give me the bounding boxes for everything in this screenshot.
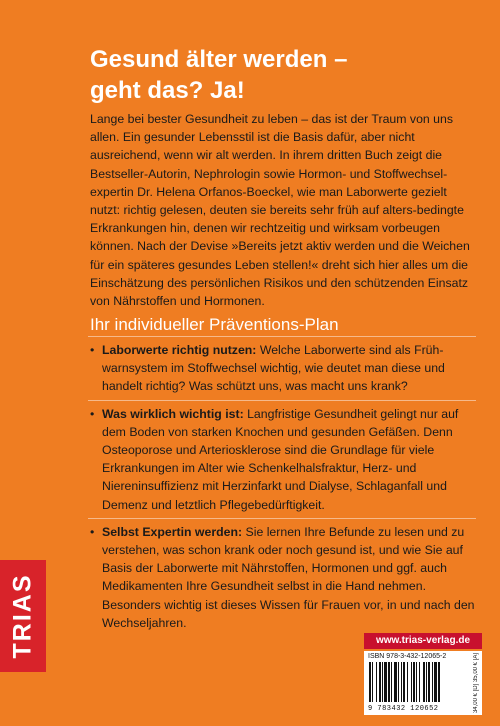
bullet-list xyxy=(88,336,476,636)
barcode-panel xyxy=(364,651,482,715)
isbn-text: ISBN 978-3-432-12065-2 xyxy=(368,653,447,660)
bullet-icon: • xyxy=(90,343,95,357)
list-item xyxy=(88,400,476,518)
bullet-body xyxy=(88,405,476,514)
list-item xyxy=(88,518,476,636)
barcode-digits: 9 783432 120652 xyxy=(368,705,439,713)
list-item xyxy=(88,336,476,400)
bullet-body xyxy=(88,341,476,396)
section-title: Ihr individueller Präventions-Plan xyxy=(90,315,339,334)
publisher-url[interactable]: www.trias-verlag.de xyxy=(364,633,482,649)
bullet-text: Sie lernen Ihre Befunde zu lesen und zu verstehen, was schon krank oder noch gesund ist, und wie Sie auf Basis der Laborwerte mit Nährstoffen, Hormonen und ggf. auch Medikamenten Ihre Gesundheit selbst in die Hand nehmen. Besonders wichtig ist dieses Wissen für Frauen vor, in und nach den Wechseljahren. xyxy=(102,524,475,630)
bullet-lead: Laborwerte richtig nutzen: xyxy=(102,343,257,357)
intro-paragraph: Lange bei bester Gesundheit zu leben – das ist der Traum von uns allen. Ein gesunder Lebensstil ist die Basis dafür, aber nicht ausreichend, wenn wir alt werden. In ihrem dritten Buch zeigt die Bestseller-Autorin, Nephrologin sowie Hormon- und Stoffwechsel-expertin Dr. Helena Orfanos-Boeckel, wie man Laborwerte gezielt nutzt: richtig gelesen, deuten sie bereits sehr früh auf alters-bedingte Erkrankungen hin, denen wir rechtzeitig und wirksam vorbeugen können. Nach der Devise »Bereits jetzt aktiv werden und die Weichen für ein späteres gesundes Leben stellen!« dreht sich hier alles um die Einschätzung des persönlichen Risikos und den schützenden Einsatz von Nährstoffen und Hormonen. xyxy=(90,112,470,309)
publisher-logo xyxy=(0,560,46,672)
headline-line-1: Gesund älter werden – xyxy=(90,46,348,73)
bullet-lead: Was wirklich wichtig ist: xyxy=(102,406,244,421)
price-text: 34,00 € [D] 35,00 € [A] xyxy=(473,653,479,714)
publisher-logo-text: TRIAS xyxy=(8,573,37,659)
bullet-lead: Selbst Expertin werden: xyxy=(102,524,243,539)
bullet-body xyxy=(88,523,476,632)
bullet-icon: • xyxy=(90,524,95,539)
headline xyxy=(90,44,470,106)
bullet-text: Welche Laborwerte sind als Früh-warnsystem im Stoffwechsel wichtig, wie deutet man diese und handelt richtig? Was schützt uns, was macht uns krank? xyxy=(102,343,445,394)
bullet-icon: • xyxy=(90,406,95,421)
bullet-text: Langfristige Gesundheit gelingt nur auf dem Boden von starken Knochen und gesunden Gefäßen. Denn Osteoporose und Arteriosklerose sind die Grundlage für viele Erkrankungen im Alter wie Schenkelhalsfraktur, Herz- und Niereninsuffizienz mit Herzinfarkt und Dialyse, Schlaganfall und Demenz und letztlich Pflegebedürftigkeit. xyxy=(102,406,459,512)
barcode-icon xyxy=(369,662,463,702)
headline-line-2: geht das? Ja! xyxy=(90,77,245,104)
